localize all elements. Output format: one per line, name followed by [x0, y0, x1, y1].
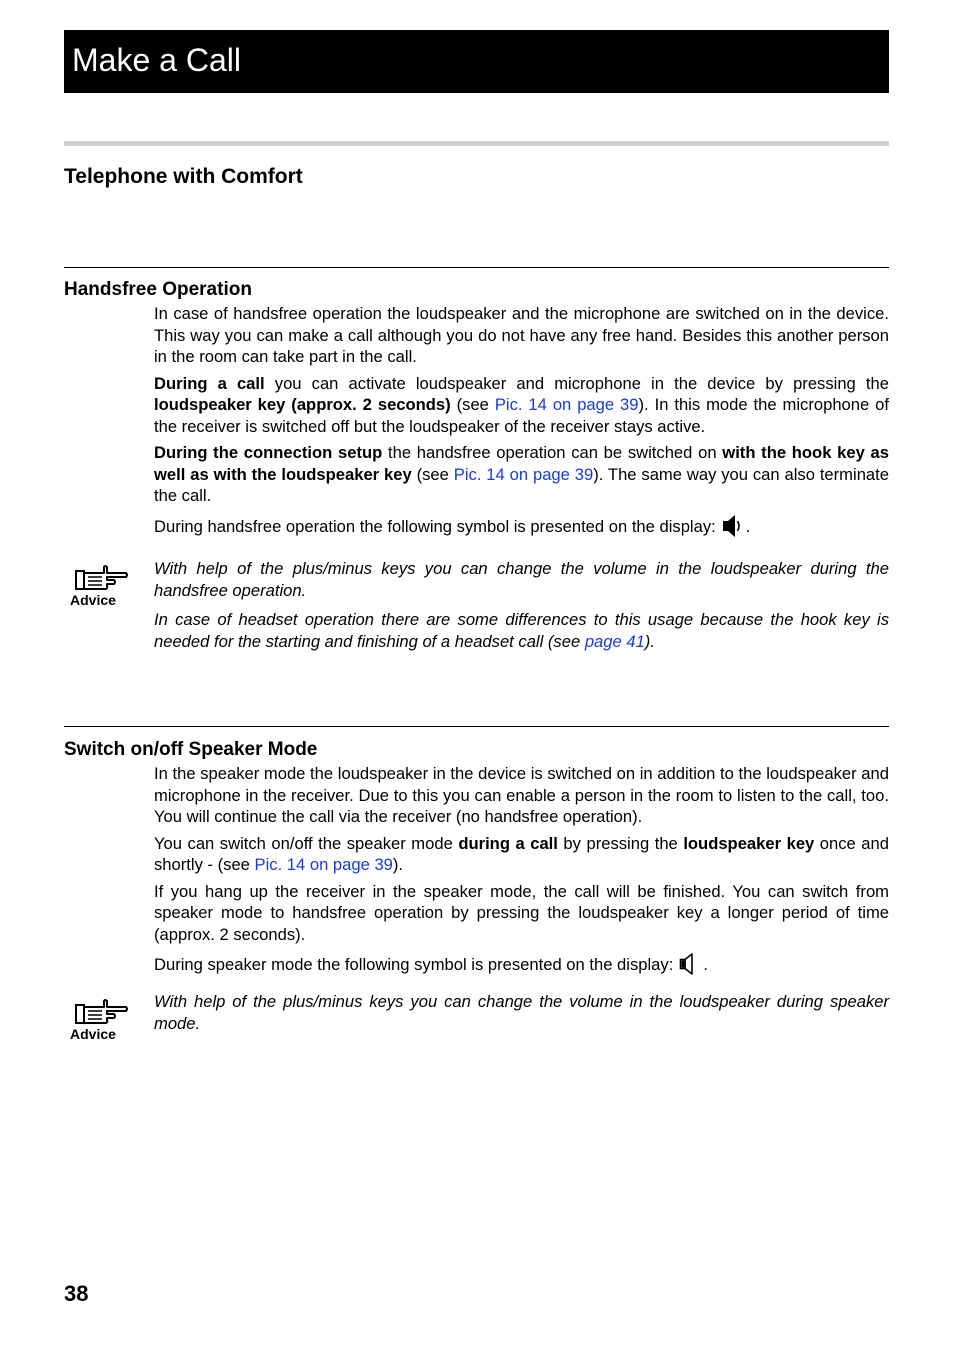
- speaker-para-2: [154, 833, 889, 876]
- bold-text: with the hook key as well as with the loudspeaker key: [154, 443, 889, 484]
- advice-marker: [68, 997, 128, 1043]
- text: you can activate loudspeaker and microphone in the device by pressing the: [264, 373, 889, 393]
- text: (see: [450, 395, 495, 414]
- handsfree-advice: [154, 558, 889, 660]
- speaker-advice: [154, 991, 889, 1042]
- bold-text: loudspeaker key (approx. 2 seconds): [154, 395, 451, 414]
- text: ).: [392, 855, 404, 874]
- text: ). In this mode the microphone of the receiver is switched off but the loudspeaker of the receiver stays active.: [154, 395, 889, 436]
- text: (see: [411, 464, 454, 484]
- pic14-link[interactable]: Pic. 14 on page 39: [254, 855, 393, 874]
- text: once and shortly - (see: [154, 833, 889, 874]
- text: the handsfree operation can be switched on: [382, 443, 723, 462]
- chapter-title: Make a Call: [72, 42, 241, 78]
- pic14-link[interactable]: Pic. 14 on page 39: [494, 395, 639, 414]
- speaker-para-3: If you hang up the receiver in the speaker mode, the call will be finished. You can switch from speaker mode to handsfree operation by pressing the loudspeaker key a longer period of time (approx. 2 seconds).: [154, 881, 889, 944]
- page-number: 38: [64, 1281, 89, 1306]
- handsfree-para-1: In case of handsfree operation the loudspeaker and the microphone are switched on in the device. This way you can make a call although you do not have any free hand. Besides this another person in the room can take part in the call.: [154, 304, 889, 366]
- subsection-rule: [64, 726, 889, 727]
- speaker-body: [154, 763, 889, 989]
- handsfree-para-3: [154, 442, 889, 507]
- advice-marker: [68, 563, 128, 609]
- text: You can switch on/off the speaker mode: [154, 833, 459, 853]
- text: ). The same way you can also terminate the call.: [154, 464, 889, 505]
- speaker-para-1: In the speaker mode the loudspeaker in the device is switched on in addition to the loudspeaker and microphone in the receiver. Due to this you can enable a person in the room to listen to the call, too. You will continue the call via the receiver (no handsfree operation).: [154, 764, 889, 826]
- handsfree-para-4: [154, 512, 889, 546]
- subsection-rule: [64, 267, 889, 268]
- advice-para-1: With help of the plus/minus keys you can change the volume in the loudspeaker during speaker mode.: [154, 992, 889, 1033]
- loudspeaker-outline-icon: [679, 950, 699, 984]
- text: .: [745, 516, 751, 536]
- speaker-para-4: [154, 950, 889, 984]
- page41-link[interactable]: page 41: [584, 631, 645, 651]
- handsfree-body: [154, 303, 889, 550]
- pic14-link[interactable]: Pic. 14 on page 39: [453, 464, 594, 484]
- speaker-heading: Switch on/off Speaker Mode: [64, 739, 318, 760]
- pointing-hand-icon: [74, 563, 128, 591]
- text: In case of headset operation there are some differences to this usage because the hook key is needed for the starting and finishing of a headset call (see: [154, 610, 889, 651]
- bold-text: During a call: [154, 373, 265, 393]
- pointing-hand-icon: [74, 997, 128, 1025]
- text: .: [703, 955, 708, 974]
- advice-label: Advice: [70, 592, 116, 608]
- handsfree-heading: Handsfree Operation: [64, 279, 252, 300]
- section-title: Telephone with Comfort: [64, 165, 303, 188]
- text: ).: [644, 631, 655, 651]
- chapter-banner: [64, 30, 889, 93]
- loudspeaker-sound-icon: [722, 512, 742, 546]
- advice-label: Advice: [70, 1026, 116, 1042]
- advice-para-1: With help of the plus/minus keys you can change the volume in the loudspeaker during the handsfree operation.: [154, 559, 889, 600]
- text: During speaker mode the following symbol is presented on the display:: [154, 955, 674, 974]
- advice-para-2: [154, 609, 889, 652]
- bold-text: loudspeaker key: [683, 833, 815, 853]
- bold-text: during a call: [458, 833, 558, 853]
- bold-text: During the connection setup: [154, 443, 383, 462]
- handsfree-para-2: [154, 373, 889, 438]
- text: During handsfree operation the following symbol is presented on the display:: [154, 516, 716, 536]
- text: by pressing the: [557, 833, 684, 853]
- section-divider: [64, 141, 889, 146]
